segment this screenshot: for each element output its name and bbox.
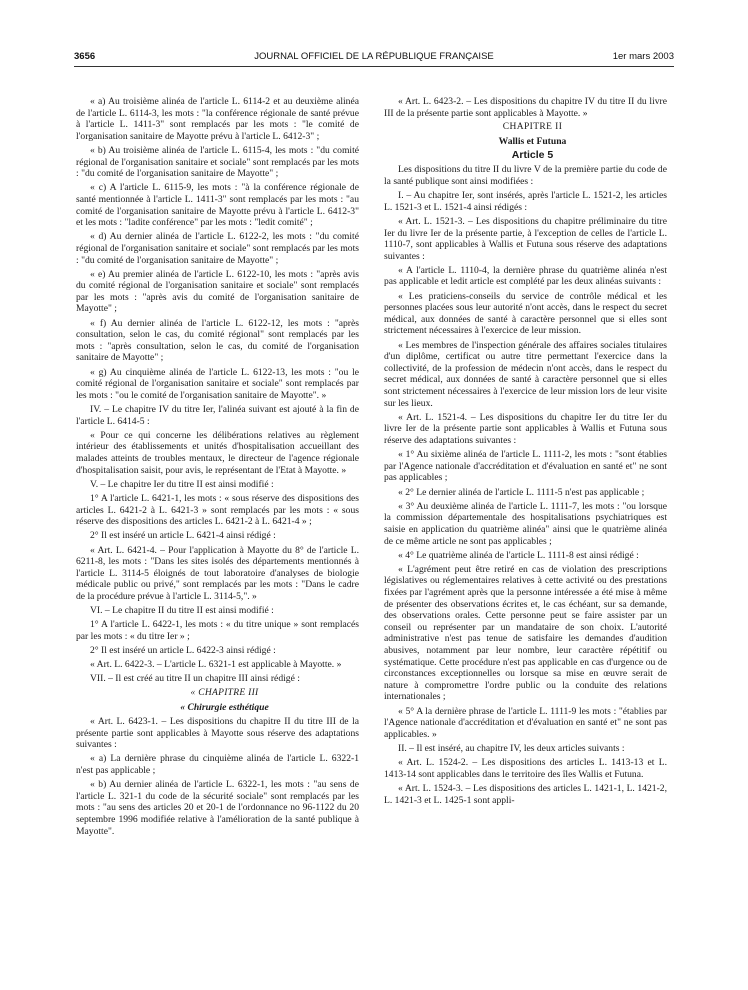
paragraph: V. – Le chapitre Ier du titre II est ainsi modifié :: [90, 478, 274, 490]
left-column: [76, 96, 359, 840]
paragraph: I. – Au chapitre Ier, sont insérés, après l'article L. 1521-2, les articles L. 1521-3 et L. 1521-4 ainsi rédigés :: [384, 190, 667, 213]
chapter-subtitle: « Chirurgie esthétique: [180, 701, 269, 713]
paragraph: « g) Au cinquième alinéa de l'article L. 6122-13, les mots : "ou le comité régional de l'organisation sanitaire et sociale" sont remplacés par les mots : "ou le comité de l'organisation sanitaire de Mayotte". »: [76, 366, 359, 401]
paragraph: « Art. L. 6422-3. – L'article L. 6321-1 est applicable à Mayotte. »: [90, 659, 342, 671]
paragraph: « Art. L. 6421-4. – Pour l'application à Mayotte du 8° de l'article L. 6211-8, les mots : "Dans les sites isolés des départements mentionnés à l'article L. 3114-5 éloignés de tout laboratoire d'analyses de biologie médicale public ou privé," sont remplacés par les mots : "Dans le cadre de la procédure prévue à l'article L. 3114-5,". »: [76, 544, 359, 602]
article-heading: Article 5: [511, 149, 554, 162]
paragraph: 1° A l'article L. 6422-1, les mots : « du titre unique » sont remplacés par les mots : « du titre Ier » ;: [76, 619, 359, 642]
paragraph: VII. – Il est créé au titre II un chapitre III ainsi rédigé :: [90, 673, 300, 685]
paragraph: II. – Il est inséré, au chapitre IV, les deux articles suivants :: [398, 742, 625, 754]
paragraph: « e) Au premier alinéa de l'article L. 6122-10, les mots : "après avis du comité régional de l'organisation sanitaire et sociale" sont remplacés par les mots : "après avis du comité de l'organisation sanitaire de Mayotte" ;: [76, 268, 359, 315]
paragraph: « Art. L. 1521-3. – Les dispositions du chapitre préliminaire du titre Ier du livre Ier de la présente partie, à l'exception de celles de l'article L. 1110-7, sont applicables à Wallis et Futuna sous réserve des adaptations suivantes :: [384, 215, 667, 262]
paragraph: « c) A l'article L. 6115-9, les mots : "à la conférence régionale de santé mentionnée à l'article L. 1411-3" sont remplacés par les mots : "au comité de l'organisation sanitaire de Mayotte prévu à l'article L. 6412-3" et les mots : "ladite conférence" par les mots : "ledit comité" ;: [76, 182, 359, 229]
paragraph: « 2° Le dernier alinéa de l'article L. 1111-5 n'est pas applicable ;: [398, 486, 645, 498]
paragraph: « L'agrément peut être retiré en cas de violation des prescriptions législatives ou réglementaires relatives à cette activité ou des prestations fixées par l'agrément après que la personne intéressée a été mise à même de présenter des observations écrites et, le cas échéant, sur sa demande, des observations orales. Cette personne peut se faire assister par un conseil ou représenter par un mandataire de son choix. L'autorité administrative n'est pas tenue de satisfaire les demandes d'audition abusives, notamment par leur nombre, leur caractère répétitif ou systématique. Cette procédure n'est pas applicable en cas d'urgence ou de circonstances exceptionnelles ou lorsque sa mise en œuvre serait de nature à compromettre l'ordre public ou la conduite des relations internationales ;: [384, 563, 667, 703]
paragraph: « d) Au dernier alinéa de l'article L. 6122-2, les mots : "du comité régional de l'organisation sanitaire et sociale" sont remplacés par les mots : "du comité de l'organisation sanitaire de Mayotte" ;: [76, 231, 359, 266]
paragraph: « 1° Au sixième alinéa de l'article L. 1111-2, les mots : "sont établies par l'Agence nationale d'accréditation et d'évaluation en santé et" ne sont pas applicables ;: [384, 449, 667, 484]
paragraph: « 4° Le quatrième alinéa de l'article L. 1111-8 est ainsi rédigé :: [398, 549, 639, 561]
paragraph: « Art. L. 1521-4. – Les dispositions du chapitre Ier du titre Ier du livre Ier de la présente partie sont applicables à Wallis et Futuna sous réserve des adaptations suivantes :: [384, 411, 667, 446]
chapter-heading: CHAPITRE II: [502, 121, 563, 132]
paragraph: « Art. L. 6423-2. – Les dispositions du chapitre IV du titre II du livre III de la présente partie sont applicables à Mayotte. »: [384, 96, 667, 119]
paragraph: « a) Au troisième alinéa de l'article L. 6114-2 et au deuxième alinéa de l'article L. 6114-3, les mots : "la conférence régionale de santé prévue à l'article L. 1411-3" sont remplacés par les mots : "le comité de l'organisation sanitaire de Mayotte prévu à l'article L. 6412-3" ;: [76, 96, 359, 142]
paragraph: 1° A l'article L. 6421-1, les mots : « sous réserve des dispositions des articles L. 6421-2 à L. 6421-3 » sont remplacés par les mots : « sous réserve des dispositions des articles L. 6421-2 à L. 6421-4 » ;: [76, 492, 359, 528]
paragraph: « b) Au troisième alinéa de l'article L. 6115-4, les mots : "du comité régional de l'organisation sanitaire et sociale" sont remplacés par les mots : "du comité de l'organisation sanitaire de Mayotte" ;: [76, 144, 359, 180]
paragraph: « a) La dernière phrase du cinquième alinéa de l'article L. 6322-1 n'est pas applicable ;: [76, 753, 359, 776]
right-column: [384, 96, 667, 809]
paragraph: « Pour ce qui concerne les délibérations relatives au règlement intérieur des établissements et unités d'hospitalisation accueillant des malades atteints de troubles mentaux, le directeur de l'agence régionale d'hospitalisation saisit, pour avis, le représentant de l'Etat à Mayotte. »: [76, 429, 359, 476]
paragraph: « Art. L. 6423-1. – Les dispositions du chapitre II du titre III de la présente partie sont applicables à Mayotte sous réserve des adaptations suivantes :: [76, 715, 359, 751]
page-number: 3656: [74, 51, 96, 62]
header-rule: [74, 66, 674, 67]
chapter-subtitle: Wallis et Futuna: [498, 135, 567, 147]
paragraph: « A l'article L. 1110-4, la dernière phrase du quatrième alinéa n'est pas applicable et ledit article est complété par les deux alinéas suivants :: [384, 264, 667, 288]
chapter-heading: « CHAPITRE III: [190, 687, 259, 698]
paragraph: IV. – Le chapitre IV du titre Ier, l'alinéa suivant est ajouté à la fin de l'article L. 6414-5 :: [76, 404, 359, 427]
paragraph: « f) Au dernier alinéa de l'article L. 6122-12, les mots : "après consultation, selon le cas, du comité régional" sont remplacés par les mots : "après consultation, selon le cas, du comité de l'organisation sanitaire de Mayotte" ;: [76, 317, 359, 364]
paragraph: 2° Il est inséré un article L. 6421-4 ainsi rédigé :: [90, 530, 276, 542]
paragraph: « Les membres de l'inspection générale des affaires sociales titulaires d'un diplôme, certificat ou autre titre permettant l'exercice dans la collectivité, de la profession de médecin n'ont accès, dans le respect du secret médical, aux données de santé à caractère personnel que si elles sont strictement nécessaires à l'exercice de leur mission lors de leur visite sur les lieux.: [384, 339, 667, 409]
page-header: [74, 50, 674, 64]
paragraph: « 5° A la dernière phrase de l'article L. 1111-9 les mots : "établies par l'Agence nationale d'accréditation et d'évaluation en santé et" ne sont pas applicables. »: [384, 705, 667, 740]
paragraph: Les dispositions du titre II du livre V de la première partie du code de la santé publique sont ainsi modifiées :: [384, 164, 667, 187]
paragraph: « Art. L. 1524-2. – Les dispositions des articles L. 1413-13 et L. 1413-14 sont applicables dans le territoire des îles Wallis et Futuna.: [384, 757, 667, 780]
paragraph: « 3° Au deuxième alinéa de l'article L. 1111-7, les mots : "ou lorsque la commission départementale des hospitalisations psychiatriques est saisie en application du quatrième alinéa" ainsi que le quatrième alinéa de ce même article ne sont pas applicables ;: [384, 500, 667, 547]
journal-title: JOURNAL OFFICIEL DE LA RÉPUBLIQUE FRANÇAISE: [254, 51, 494, 62]
paragraph: « Les praticiens-conseils du service de contrôle médical et les personnes placées sous leur autorité n'ont accès, dans le respect du secret médical, aux données de santé à caractère personnel que si elles sont strictement nécessaires à l'exercice de leur mission.: [384, 290, 667, 337]
issue-date: 1er mars 2003: [612, 51, 674, 62]
paragraph: VI. – Le chapitre II du titre II est ainsi modifié :: [90, 605, 274, 617]
paragraph: 2° Il est inséré un article L. 6422-3 ainsi rédigé :: [90, 645, 276, 657]
paragraph: « b) Au dernier alinéa de l'article L. 6322-1, les mots : "au sens de l'article L. 321-1 du code de la sécurité sociale" sont remplacés par les mots : "au sens des articles 20 et 20-1 de l'ordonnance no 96-1122 du 20 septembre 1996 modifiée relative à l'amélioration de la santé publique à Mayotte".: [76, 779, 359, 837]
paragraph: « Art. L. 1524-3. – Les dispositions des articles L. 1421-1, L. 1421-2, L. 1421-3 et L. 1425-1 sont appli-: [384, 782, 667, 806]
